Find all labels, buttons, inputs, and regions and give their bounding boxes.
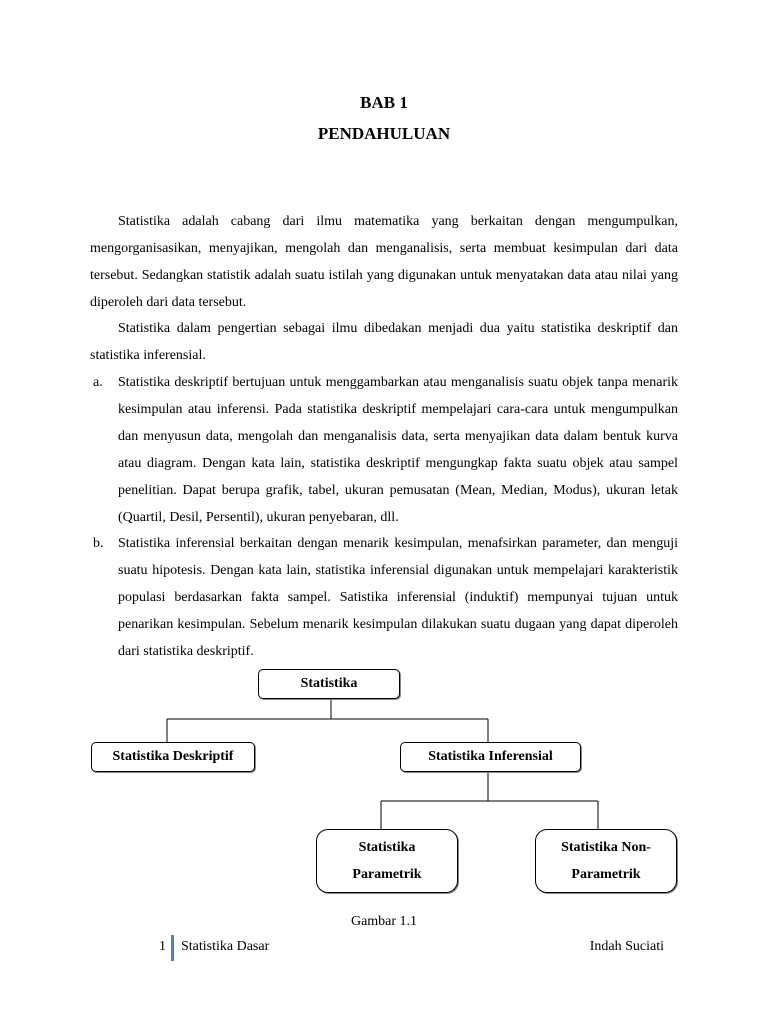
node-label: Statistika Deskriptif xyxy=(112,749,234,764)
footer-divider xyxy=(171,935,174,961)
node-label-line: Parametrik xyxy=(352,867,422,882)
diagram-node-statistika xyxy=(258,669,400,699)
chapter-title: PENDAHULUAN xyxy=(317,124,451,143)
list-item-text: Statistika inferensial berkaitan dengan menarik kesimpulan, menafsirkan parameter, dan menguji suatu hipotesis. Dengan kata lain, statistika inferensial digunakan untuk mempelajari karakteristik populasi berdasarkan fakta sampel. Satistika inferensial (induktif) mempunyai tujuan untuk penarikan kesimpulan. Sebelum menarik kesimpulan dilakukan suatu dugaan yang dapat diperoleh dari statistika deskriptif. xyxy=(118,536,678,659)
page-footer xyxy=(0,935,768,961)
diagram-node-deskriptif xyxy=(91,742,255,772)
footer-book-title: Statistika Dasar xyxy=(181,939,270,954)
node-label-line: Statistika xyxy=(358,840,416,855)
node-label-line: Statistika Non- xyxy=(561,840,651,855)
diagram-node-inferensial xyxy=(400,742,581,772)
node-label-line: Parametrik xyxy=(571,867,641,882)
diagram-node-nonparametrik xyxy=(535,829,677,893)
diagram-node-parametrik xyxy=(316,829,458,893)
list-marker: b. xyxy=(93,536,104,551)
list-item xyxy=(90,369,678,531)
paragraph-division: Statistika dalam pengertian sebagai ilmu dibedakan menjadi dua yaitu statistika deskriptif dan statistika inferensial. xyxy=(90,321,678,363)
list-item-text: Statistika deskriptif bertujuan untuk menggambarkan atau menganalisis suatu objek tanpa menarik kesimpulan atau inferensi. Pada statistika deskriptif mempelajari cara-cara untuk mengumpulkan dan menyusun data, mengolah dan menganalisis data, serta menyajikan data dalam bentuk kurva atau diagram. Dengan kata lain, statistika deskriptif mengungkap fakta suatu objek atau sampel penelitian. Dapat berupa grafik, tabel, ukuran pemusatan (Mean, Median, Modus), ukuran letak (Quartil, Desil, Persentil), ukuran penyebaran, dll. xyxy=(118,375,678,525)
paragraph-definition: Statistika adalah cabang dari ilmu matematika yang berkaitan dengan mengumpulkan, mengorganisasikan, menyajikan, mengolah dan menganalisis, serta membuat kesimpulan dari data tersebut. Sedangkan statistik adalah suatu istilah yang digunakan untuk menyatakan data atau nilai yang diperoleh dari data tersebut. xyxy=(90,214,678,310)
figure-caption: Gambar 1.1 xyxy=(350,914,418,929)
chapter-number: BAB 1 xyxy=(360,93,408,112)
list-item xyxy=(90,530,678,665)
node-label: Statistika Inferensial xyxy=(428,749,553,764)
node-label: Statistika xyxy=(300,676,358,691)
page-number: 1 xyxy=(159,939,166,954)
footer-author: Indah Suciati xyxy=(589,939,664,954)
list-marker: a. xyxy=(93,375,103,390)
